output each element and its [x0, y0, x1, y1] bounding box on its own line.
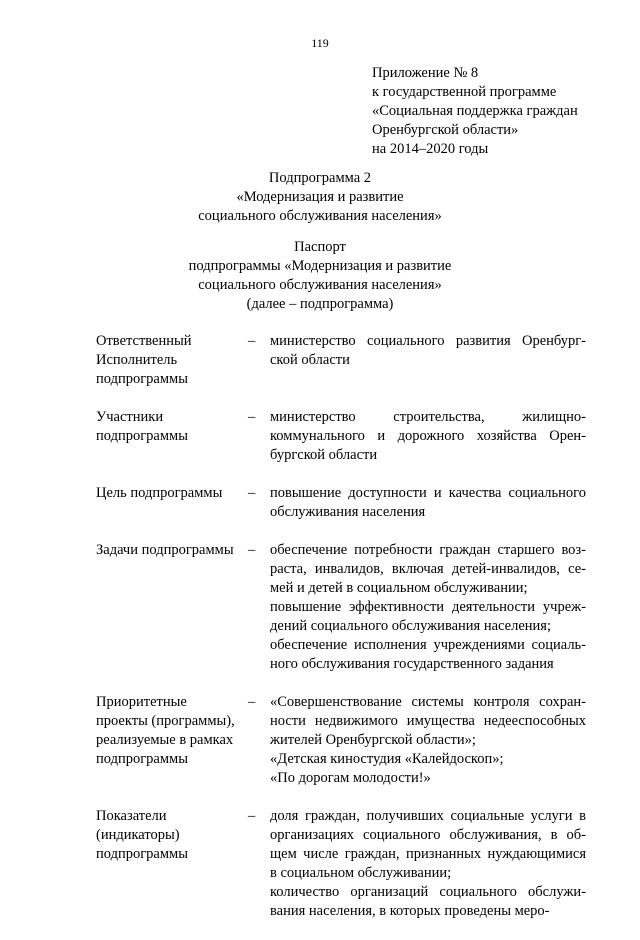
appendix-line: к государственной программе [372, 84, 557, 100]
passport-row-label [96, 807, 248, 921]
passport-row-value-line: вания населения, в которых проведены меро- [270, 903, 550, 919]
passport-row-value-line: повышение доступности и качества социального [270, 485, 586, 501]
passport-row-value [270, 332, 586, 389]
passport-row [96, 541, 586, 674]
passport-row-label-line: Исполнитель [96, 352, 178, 368]
passport-row-value-line: доля граждан, получивших социальные услуги в [270, 808, 586, 824]
subprogram-title [0, 169, 640, 226]
passport-row-dash: – [248, 808, 256, 824]
passport-title-line: социального обслуживания населения» [198, 277, 442, 293]
passport-row-label [96, 332, 248, 389]
passport-row-label-line: Участники [96, 409, 164, 425]
passport-row-value [270, 484, 586, 522]
passport-row-value-line: обеспечение потребности граждан старшего воз- [270, 542, 586, 558]
appendix-header [372, 64, 578, 159]
subprogram-title-line: «Модернизация и развитие [236, 189, 404, 205]
passport-table [96, 332, 586, 940]
passport-row-value-line: организациях социального обслуживания, в об- [270, 827, 586, 843]
passport-row-dash: – [248, 409, 256, 425]
passport-row-value-line: «Детская киностудия «Калейдоскоп»; [270, 751, 504, 767]
passport-row [96, 408, 586, 465]
passport-row-label-line: подпрограммы [96, 371, 188, 387]
passport-row-value-line: обслуживания населения [270, 504, 426, 520]
passport-row-value-line: ской области [270, 352, 350, 368]
passport-row-dash: – [248, 542, 256, 558]
passport-title [0, 238, 640, 314]
passport-row-label [96, 408, 248, 465]
passport-row-label-line: подпрограммы [96, 428, 188, 444]
passport-title-line: Паспорт [294, 239, 346, 255]
passport-row-label-line: Ответственный [96, 333, 192, 349]
passport-row-label-line: Задачи подпрограммы [96, 542, 234, 558]
passport-row-value-line: «По дорогам молодости!» [270, 770, 431, 786]
appendix-line: на 2014–2020 годы [372, 141, 489, 157]
passport-row-value-line: ности недвижимого имущества недееспособных [270, 713, 586, 729]
passport-row-label-line: Приоритетные [96, 694, 187, 710]
passport-row-value [270, 541, 586, 674]
passport-row-label [96, 484, 248, 522]
passport-row-value-line: мей и детей в социальном обслуживании; [270, 580, 528, 596]
passport-row-value-line: раста, инвалидов, включая детей-инвалидов, се- [270, 561, 586, 577]
appendix-line: Оренбургской области» [372, 122, 519, 138]
passport-row-label-line: подпрограммы [96, 751, 188, 767]
passport-row-label [96, 541, 248, 674]
passport-row-label-line: Показатели [96, 808, 167, 824]
passport-row-value-line: «Совершенствование системы контроля сохран- [270, 694, 586, 710]
passport-row-value [270, 807, 586, 921]
passport-row-value-line: щем числе граждан, признанных нуждающимися [270, 846, 586, 862]
passport-row-value-line: количество организаций социального обслужи- [270, 884, 586, 900]
passport-row-value-line: министерство строительства, жилищно- [270, 409, 586, 425]
passport-row-value-line: министерство социального развития Оренбург- [270, 333, 586, 349]
appendix-line: Приложение № 8 [372, 65, 479, 81]
passport-row [96, 484, 586, 522]
appendix-line: «Социальная поддержка граждан [372, 103, 578, 119]
passport-row-label [96, 693, 248, 788]
passport-row-value-line: обеспечение исполнения учреждениями социаль- [270, 637, 586, 653]
passport-row-dash: – [248, 333, 256, 349]
passport-row-value-line: ного обслуживания государственного задания [270, 656, 554, 672]
subprogram-title-line: Подпрограмма 2 [268, 170, 372, 186]
passport-row-label-line: Цель подпрограммы [96, 485, 223, 501]
passport-title-line: подпрограммы «Модернизация и развитие [188, 258, 452, 274]
passport-row [96, 693, 586, 788]
passport-row-label-line: подпрограммы [96, 846, 188, 862]
page-number: 119 [311, 36, 329, 50]
passport-row-label-line: (индикаторы) [96, 827, 180, 843]
passport-row-value-line: коммунального и дорожного хозяйства Орен- [270, 428, 586, 444]
passport-row-value-line: в социальном обслуживании; [270, 865, 452, 881]
passport-row-dash: – [248, 485, 256, 501]
passport-row-label-line: реализуемые в рамках [96, 732, 234, 748]
passport-row [96, 332, 586, 389]
passport-row [96, 807, 586, 921]
passport-row-value [270, 408, 586, 465]
passport-row-value-line: повышение эффективности деятельности учреж- [270, 599, 586, 615]
passport-row-dash: – [248, 694, 256, 710]
subprogram-title-line: социального обслуживания населения» [198, 208, 442, 224]
passport-row-value-line: дений социального обслуживания населения; [270, 618, 551, 634]
passport-row-value-line: жителей Оренбургской области»; [270, 732, 476, 748]
passport-title-line: (далее – подпрограмма) [246, 296, 394, 312]
passport-row-value [270, 693, 586, 788]
passport-row-label-line: проекты (программы), [96, 713, 235, 729]
passport-row-value-line: бургской области [270, 447, 378, 463]
